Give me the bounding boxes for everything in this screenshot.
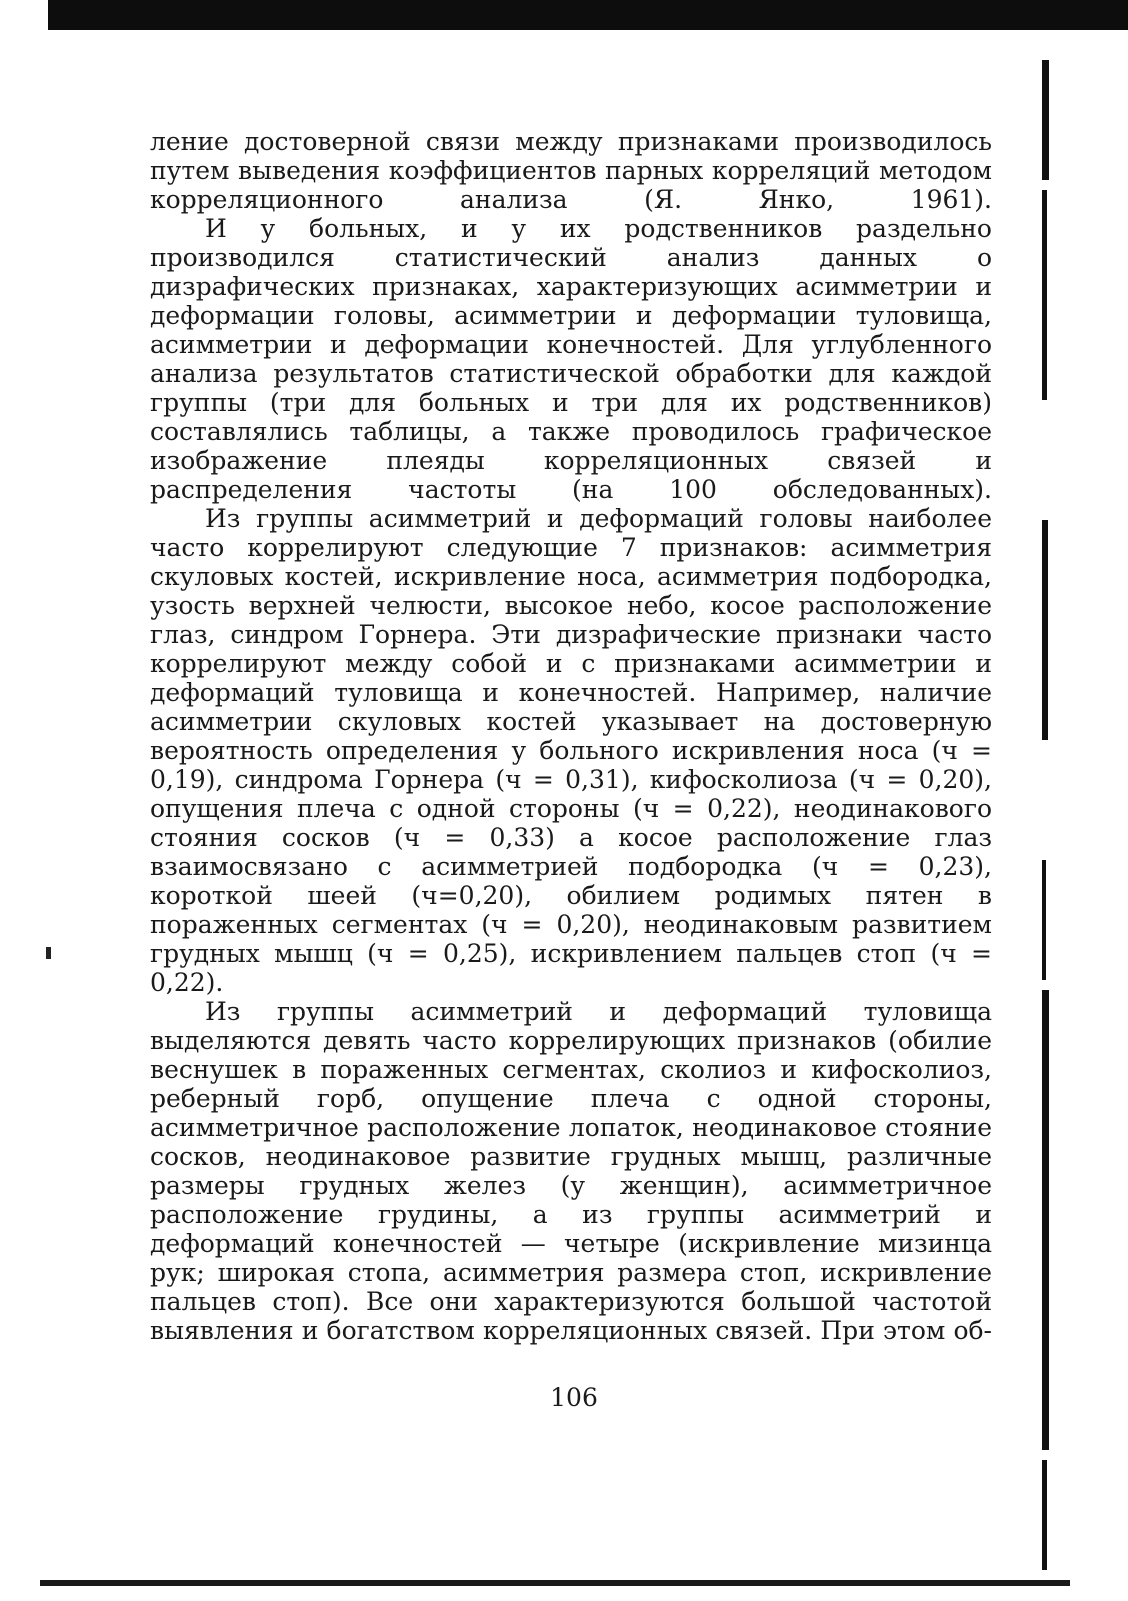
scan-right-edge-mark [1042,520,1048,740]
scan-right-edge-mark [1042,1460,1047,1570]
scan-right-edge-mark [1042,860,1046,980]
paragraph: ление достоверной связи между признаками производилось путем выведения коэффициентов парных корреляций методом корреляционного анализа (Я. Янко, 1961). [150,127,992,214]
paragraph: И у больных, и у их родственников раздельно производился статистический анализ данных о дизрафических признаках, характеризующих асимметрии и деформации головы, асимметрии и деформации туловища, асимметрии и деформации конечностей. Для углубленного анализа результатов статистической обработки для каждой группы (три для больных и три для их родственников) составлялись таблицы, а также проводилось графическое изображение плеяды корреляционных связей и распределения частоты (на 100 обследованных). [150,214,992,504]
scan-top-border [48,0,1128,30]
scan-right-edge-mark [1042,190,1047,400]
scan-bottom-border [40,1580,1070,1586]
scan-right-edge-mark [1042,60,1049,180]
body-text [150,127,992,1345]
page-number: 106 [550,1383,598,1412]
paragraph: Из группы асимметрий и деформаций головы наиболее часто коррелируют следующие 7 признаков: асимметрия скуловых костей, искривление носа, асимметрия подбородка, узость верхней челюсти, высокое небо, косое расположение глаз, синдром Горнера. Эти дизрафические признаки часто коррелируют между собой и с признаками асимметрии и деформаций туловища и конечностей. Например, наличие асимметрии скуловых костей указывает на достоверную вероятность определения у больного искривления носа (ч = 0,19), синдрома Горнера (ч = 0,31), кифосколиоза (ч = 0,20), опущения плеча с одной стороны (ч = 0,22), неодинакового стояния сосков (ч = 0,33) а косое расположение глаз взаимосвязано с асимметрией подбородка (ч = 0,23), короткой шеей (ч=0,20), обилием родимых пятен в пораженных сегментах (ч = 0,20), неодинаковым развитием грудных мышц (ч = 0,25), искривлением пальцев стоп (ч = 0,22). [150,504,992,997]
scan-right-edge-mark [1042,990,1049,1450]
paragraph: Из группы асимметрий и деформаций туловища выделяются девять часто коррелирующих признаков (обилие веснушек в пораженных сегментах, сколиоз и кифосколиоз, реберный горб, опущение плеча с одной стороны, асимметричное расположение лопаток, неодинаковое стояние сосков, неодинаковое развитие грудных мышц, различные размеры грудных желез (у женщин), асимметричное расположение грудины, а из группы асимметрий и деформаций конечностей — четыре (искривление мизинца рук; широкая стопа, асимметрия размера стоп, искривление пальцев стоп). Все они характеризуются большой частотой выявления и богатством корреляционных связей. При этом об- [150,997,992,1345]
scan-stray-mark [46,947,51,959]
